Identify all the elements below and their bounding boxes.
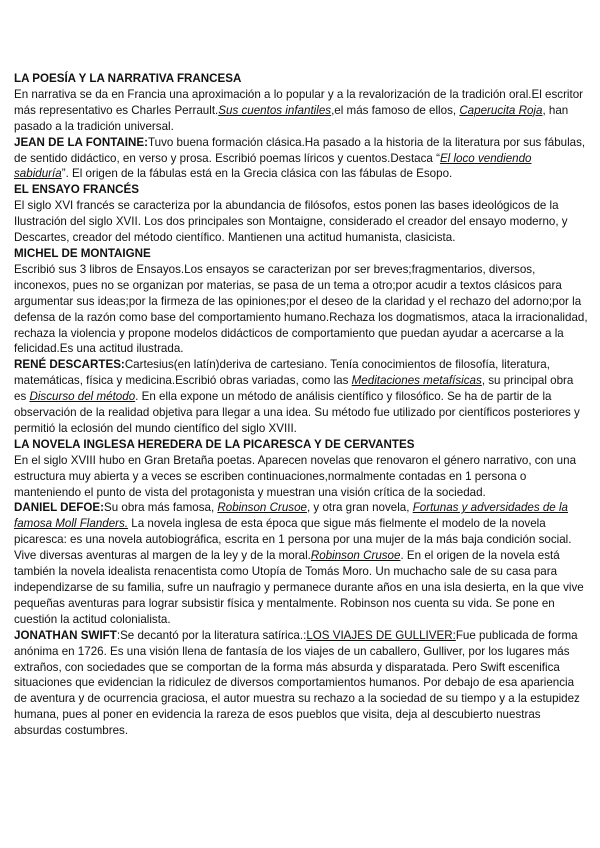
heading-novela-inglesa: LA NOVELA INGLESA HEREDERA DE LA PICARESCA Y DE CERVANTES [14,437,415,451]
paragraph-defoe [14,500,588,627]
text: En narrativa se da en Francia una aproximación a lo popular y a la revalorización de la tradición oral.El escritor más representativo es Charles Perrault. [14,87,584,117]
heading-montaigne: MICHEL DE MONTAIGNE [14,246,151,260]
paragraph-novela-inglesa: En el siglo XVIII hubo en Gran Bretaña poetas. Aparecen novelas que renovaron el género narrativo, con una estructura muy abierta y a veces se escriben continuaciones,normalmente contadas en 1 persona o manteniendo el punto de vista del protagonista y muestran una visión crítica de la sociedad. [14,453,577,499]
text: Cartesius(en latín)deriva de cartesiano. Tenía conocimientos de filosofía, literatura, matemáticas, física y medicina.Escribió obras variadas, como las [14,358,550,388]
work-title-cuentos-infantiles: Sus cuentos infantiles [218,103,332,117]
document-page [14,71,588,739]
paragraph-descartes [14,357,588,437]
text: Fue publicada de forma anónima en 1726. Es una visión llena de fantasía de los viajes de un caballero, Gulliver, por los lugares más extraños, con sociedades que se comportan de la forma más absurda y disparatada. Pero Swift escenifica situaciones que evidencian la ridiculez de diversos comportamientos humanos. Por debajo de esa apariencia de aventura y de ocurrencia graciosa, el autor muestra su rechazo a la sociedad de su tiempo y a la estupidez humana, pues al poner en evidencia la rareza de esos pueblos que visita, deja al descubierto nuestras absurdas costumbres. [14,628,580,738]
author-name-swift: JONATHAN SWIFT [14,628,117,642]
text: :Se decantó por la literatura satírica.: [116,628,307,642]
paragraph-montaigne: Escribió sus 3 libros de Ensayos.Los ensayos se caracterizan por ser breves;fragmentarios, diversos, inconexos, pues no se organizan por materias, se pasa de un tema a otro;por acudir a textos clásicos para argumentar sus ideas;por la firmeza de las opiniones;por el deseo de la claridad y el rechazo del adorno;por la defensa de la razón como base del comportamiento humano.Rechaza los dogmatismos, ataca la irracionalidad, rechaza la violencia y propone modelos didácticos de comportamiento que puedan ayudar a acercarse a la felicidad.Es una actitud ilustrada. [14,262,588,356]
work-title-loco-sabiduria: El loco vendiendo sabiduría [14,151,532,181]
text: ,el más famoso de ellos, [331,103,460,117]
text: . En ella expone un método de análisis científico y filosófico. Se ha de partir de la observación de la realidad objetiva para llegar a una idea. Su método fue utilizado por científicos posteriores y permitió la eclosión del mundo científico del siglo XVIII. [14,390,580,435]
paragraph-la-fontaine [14,135,588,183]
work-title-moll-flanders: Fortunas y adversidades de la famosa Moll Flanders. [14,501,569,531]
work-title-gulliver: LOS VIAJES DE GULLIVER: [306,628,456,642]
paragraph-ensayo: El siglo XVI francés se caracteriza por la abundancia de filósofos, estos ponen las bases ideológicos de la Ilustración del siglo XVII. Los dos principales son Montaigne, considerado el creador del ensayo moderno, y Descartes, creador del método científico. Mantienen una actitud humanista, clasicista. [14,199,568,245]
text: , su principal obra es [14,374,574,404]
text: , han pasado a la tradición universal. [14,103,569,133]
text: . En el origen de la novela está también la novela idealista renacentista como Utopía de Tomás Moro. Un muchacho sale de su casa para independizarse de su familia, sufre un naufragio y permanece durante años en una isla desierta, en la que vive pequeñas aventuras para lograr subsistir física y mentalmente. Robinson nos cuenta su vida. Se pone en cuestión la actitud colonialista. [14,549,584,626]
author-name-defoe: DANIEL DEFOE: [14,501,104,515]
work-title-robinson-crusoe-2: Robinson Crusoe [310,549,401,563]
text: , y otra gran novela, [306,501,413,515]
work-title-meditaciones: Meditaciones metafísicas [351,374,482,388]
work-title-discurso-metodo: Discurso del método [29,390,136,404]
text: Su obra más famosa, [103,501,218,515]
heading-poesia-narrativa-francesa: LA POESÍA Y LA NARRATIVA FRANCESA [14,72,242,85]
text: ”. El origen de la fábulas está en la Grecia clásica con las fábulas de Esopo. [61,167,453,181]
work-title-caperucita-roja: Caperucita Roja [459,103,543,117]
author-name-descartes: RENÉ DESCARTES: [14,358,125,372]
author-name-la-fontaine: JEAN DE LA FONTAINE: [14,135,148,149]
work-title-robinson-crusoe: Robinson Crusoe [217,501,307,515]
paragraph-perrault [14,87,588,135]
text: La novela inglesa de esta época que sigue más fielmente el modelo de la novela picaresca: es una novela autobiográfica, escrita en 1 persona por una mujer de la más baja condición social. Vive diversas aventuras al margen de la ley y de la moral. [14,517,572,563]
text: Tuvo buena formación clásica.Ha pasado a la historia de la literatura por sus fábulas, de sentido didáctico, en verso y prosa. Escribió poemas líricos y cuentos.Destaca “ [14,135,586,165]
heading-ensayo-frances: EL ENSAYO FRANCÉS [14,183,139,197]
paragraph-swift [14,628,588,739]
